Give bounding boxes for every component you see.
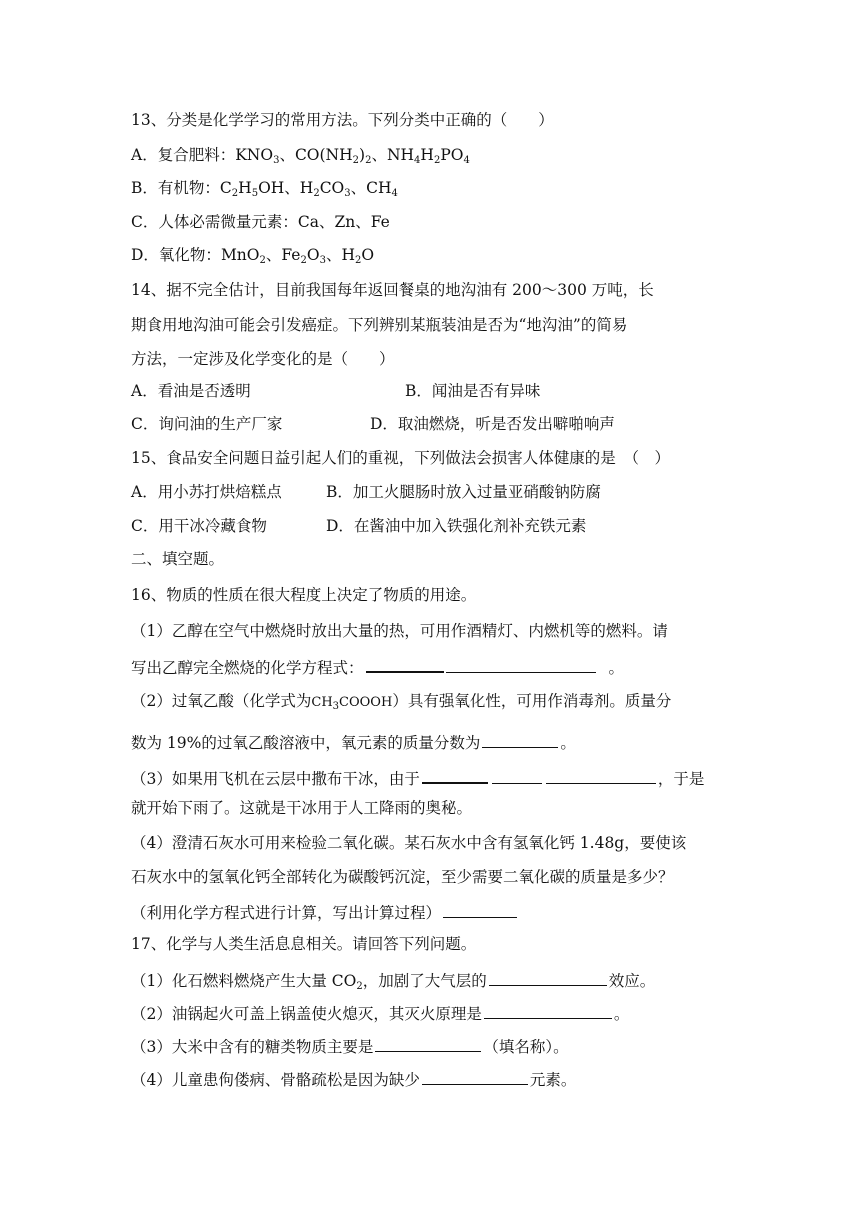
q17-part2-end: 。 xyxy=(613,1005,630,1023)
q17-part3 xyxy=(131,1034,569,1058)
q16-part3-line1 xyxy=(131,765,704,790)
q17-part2-answer-blank[interactable] xyxy=(484,1001,612,1019)
q15-stem: 15、食品安全问题日益引起人们的重视，下列做法会损害人体健康的是 （ ） xyxy=(131,449,670,467)
q13-option-d-formulas: MnO$_2$、$Fe_2O_3$、$H_2O$ xyxy=(220,246,375,266)
q16-part2-answer-blank[interactable] xyxy=(482,730,558,748)
q16-part2-text-a: （2）过氧乙酸（化学式为 xyxy=(131,692,312,710)
q16-part1-line2 xyxy=(131,654,624,679)
q14-option-b: B．闻油是否有异味 xyxy=(405,382,541,400)
q16-part1-end: 。 xyxy=(608,659,624,677)
q16-part1-answer-blank-b[interactable] xyxy=(446,655,596,673)
q16-part3-answer-blank-b[interactable] xyxy=(492,766,542,784)
q17-part1-text-a: （1）化石燃料燃烧产生大量 CO xyxy=(131,972,357,990)
q17-part4-text: （4）儿童患佝偻病、骨骼疏松是因为缺少 xyxy=(131,1071,420,1089)
q14-stem-line2: 期食用地沟油可能会引发癌症。下列辨别某瓶装油是否为“地沟油”的简易 xyxy=(131,316,628,334)
q17-part4-answer-blank[interactable] xyxy=(422,1067,528,1085)
section-heading: 二、填空题。 xyxy=(131,550,225,568)
q13-option-b-formulas: $C_2H_5OH$、$H_2CO_3$、$CH_4$ xyxy=(219,179,398,199)
q16-part2-text-b: ）具有强氧化性，可用作消毒剂。质量分 xyxy=(392,692,672,710)
q14-stem-line1: 14、据不完全估计，目前我国每年返回餐桌的地沟油有 200～300 万吨，长 xyxy=(131,281,654,299)
q16-formula-coooh: COOOH xyxy=(339,695,393,710)
q17-stem: 17、化学与人类生活息息相关。请回答下列问题。 xyxy=(131,935,477,953)
q13-option-d-label: D．氧化物： xyxy=(131,246,221,264)
q17-part4-end: 元素。 xyxy=(529,1071,577,1089)
q16-formula-sub: 3 xyxy=(332,701,340,712)
q16-part4-line1: （4）澄清石灰水可用来检验二氧化碳。某石灰水中含有氢氧化钙 1.48g，要使该 xyxy=(131,834,687,852)
q16-part1-answer-blank-a[interactable] xyxy=(366,654,444,673)
q16-part3-answer-blank-a[interactable] xyxy=(422,765,488,784)
q14-option-a: A．看油是否透明 xyxy=(131,382,251,400)
q15-option-c: C．用干冰冷藏食物 xyxy=(131,517,267,535)
q16-part4-line3 xyxy=(131,900,519,924)
q13-option-c: C．人体必需微量元素：Ca、Zn、Fe xyxy=(131,213,390,231)
q16-part4-answer-blank[interactable] xyxy=(443,900,517,918)
q16-part2-end: 。 xyxy=(560,734,576,752)
q17-part1-end: 效应。 xyxy=(608,972,656,990)
q13-option-a-label: A．复合肥料： xyxy=(131,146,236,164)
q13-option-a-formulas: $KNO_3$、$CO(NH_2)_2$、$NH_4H_2PO_4$ xyxy=(235,146,470,166)
q13-option-a xyxy=(131,144,470,172)
q15-option-a: A．用小苏打烘焙糕点 xyxy=(131,483,282,501)
q16-part2-line1 xyxy=(131,690,671,718)
q17-part1-answer-blank[interactable] xyxy=(489,968,607,986)
q16-part1-prompt: 写出乙醇完全燃烧的化学方程式： xyxy=(131,659,364,677)
q13-option-b xyxy=(131,177,398,205)
q16-part4-prompt: （利用化学方程式进行计算，写出计算过程） xyxy=(131,904,442,922)
q15-option-b: B．加工火腿肠时放入过量亚硝酸钠防腐 xyxy=(326,483,601,501)
q15-option-d: D．在酱油中加入铁强化剂补充铁元素 xyxy=(326,517,587,535)
q16-part1-line1: （1）乙醇在空气中燃烧时放出大量的热，可用作酒精灯、内燃机等的燃料。请 xyxy=(131,622,668,640)
q16-part4-line2: 石灰水中的氢氧化钙全部转化为碳酸钙沉淀，至少需要二氧化碳的质量是多少？ xyxy=(131,868,674,886)
q14-option-d: D．取油燃烧，听是否发出噼啪响声 xyxy=(370,415,615,433)
q13-option-b-label: B．有机物： xyxy=(131,179,220,197)
q17-part4 xyxy=(131,1067,576,1091)
q17-part3-text: （3）大米中含有的糖类物质主要是 xyxy=(131,1038,374,1056)
q16-part2-line2 xyxy=(131,730,576,754)
q14-stem-line3: 方法，一定涉及化学变化的是（ ） xyxy=(131,350,395,368)
q13-option-d xyxy=(131,244,374,272)
q16-part3-answer-blank-c[interactable] xyxy=(546,766,656,784)
q17-part2-text: （2）油锅起火可盖上锅盖使火熄灭，其灭火原理是 xyxy=(131,1005,482,1023)
q17-part3-end: （填名称）。 xyxy=(483,1038,569,1056)
q17-part1 xyxy=(131,968,655,998)
q17-part3-answer-blank[interactable] xyxy=(375,1034,481,1052)
q16-formula-ch: CH xyxy=(311,695,333,710)
q14-option-c: C．询问油的生产厂家 xyxy=(131,415,283,433)
q17-part2 xyxy=(131,1001,629,1025)
q16-stem: 16、物质的性质在很大程度上决定了物质的用途。 xyxy=(131,586,477,604)
q16-part3-end: ，于是 xyxy=(657,770,705,788)
q16-part2-formula xyxy=(311,695,392,710)
q17-part1-sub: 2 xyxy=(356,981,363,992)
q16-part3-prompt: （3）如果用飞机在云层中撒布干冰，由于 xyxy=(131,770,420,788)
q17-part1-text-b: ，加剧了大气层的 xyxy=(362,972,487,990)
q13-stem: 13、分类是化学学习的常用方法。下列分类中正确的（ ） xyxy=(131,111,554,129)
q16-part3-line2: 就开始下雨了。这就是干冰用于人工降雨的奥秘。 xyxy=(131,799,473,817)
q16-part2-prompt: 数为 19%的过氧乙酸溶液中，氧元素的质量分数为 xyxy=(131,734,481,752)
